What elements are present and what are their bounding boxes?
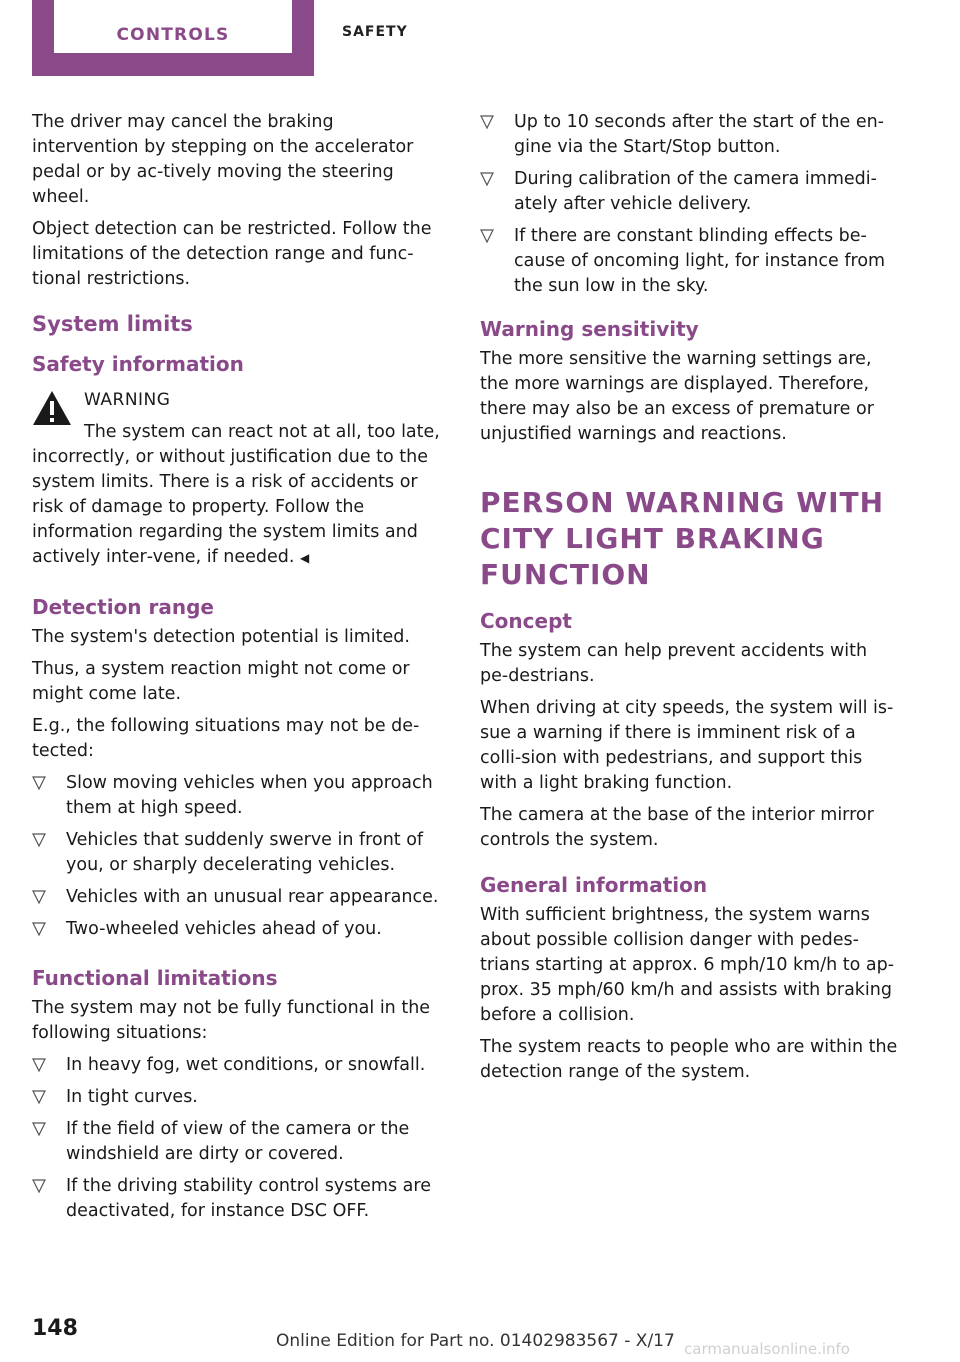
list-item-text: If there are constant blinding effects be‐cause of oncoming light, for instance from the sun low in the sky.: [514, 226, 886, 296]
heading-functional-limitations: Functional limitations: [32, 966, 278, 990]
list-item-text: Two-wheeled vehicles ahead of you.: [66, 919, 382, 939]
tab-controls-label: CONTROLS: [54, 0, 292, 53]
list-item: [480, 110, 900, 160]
triangle-bullet-icon: [32, 889, 46, 905]
paragraph: Thus, a system reaction might not come or might come late.: [32, 659, 410, 704]
heading-person-warning: PERSON WARNING WITH CITY LIGHT BRAKING FUNCTION: [480, 486, 885, 591]
list-item-text: In tight curves.: [66, 1087, 198, 1107]
warning-block: [32, 388, 444, 571]
list-item-text: During calibration of the camera immedi‐ately after vehicle delivery.: [514, 169, 877, 214]
heading-system-limits: System limits: [32, 312, 193, 336]
end-marker-icon: ◀: [300, 551, 310, 565]
triangle-bullet-icon: [480, 114, 494, 130]
list-item-text: In heavy fog, wet conditions, or snowfall.: [66, 1055, 426, 1075]
list-item-text: Up to 10 seconds after the start of the en‐gine via the Start/Stop button.: [514, 112, 884, 157]
paragraph: The camera at the base of the interior mirror controls the system.: [480, 805, 874, 850]
triangle-bullet-icon: [32, 1121, 46, 1137]
triangle-bullet-icon: [480, 171, 494, 187]
list-item: [32, 1053, 444, 1078]
list-item: [32, 885, 444, 910]
triangle-bullet-icon: [32, 921, 46, 937]
watermark: carmanualsonline.info: [684, 1340, 850, 1358]
list-item-text: Slow moving vehicles when you approach them at high speed.: [66, 773, 433, 818]
list-item-text: If the field of view of the camera or the windshield are dirty or covered.: [66, 1119, 410, 1164]
paragraph: The more sensitive the warning settings are, the more warnings are displayed. Therefore, there may also be an excess of premature or unjustified warnings and reactions.: [480, 349, 874, 444]
heading-safety-information: Safety information: [32, 352, 244, 376]
paragraph: The system can help prevent accidents with pe‐destrians.: [480, 641, 868, 686]
list-item: [32, 1085, 444, 1110]
detection-list: [32, 771, 444, 942]
paragraph: With sufficient brightness, the system warns about possible collision danger with pedes‐trians starting at approx. 6 mph/10 km/h to ap‐prox. 35 mph/60 km/h and assists with braking before a collision.: [480, 905, 895, 1025]
list-item: [32, 917, 444, 942]
list-item: [32, 1174, 444, 1224]
functional-limitations-list: [32, 1053, 444, 1224]
right-column: [480, 110, 900, 1092]
list-item: [32, 828, 444, 878]
page-number: 148: [32, 1316, 78, 1341]
edition-note: Online Edition for Part no. 01402983567 - X/17: [276, 1331, 675, 1351]
paragraph: E.g., the following situations may not be de‐tected:: [32, 716, 420, 761]
list-item-text: Vehicles with an unusual rear appearance.: [66, 887, 439, 907]
warning-text: [32, 420, 444, 571]
triangle-bullet-icon: [480, 228, 494, 244]
tab-safety[interactable]: SAFETY: [342, 24, 408, 40]
list-item-text: If the driving stability control systems are deactivated, for instance DSC OFF.: [66, 1176, 431, 1221]
warning-body: The system can react not at all, too late, incorrectly, or without justification due to the system limits. There is a risk of accidents or risk of damage to property. Follow the information regarding the system limits and actively inter‐vene, if needed.: [32, 422, 440, 567]
heading-general-information: General information: [480, 873, 708, 897]
heading-warning-sensitivity: Warning sensitivity: [480, 317, 699, 341]
heading-detection-range: Detection range: [32, 595, 214, 619]
list-item: [480, 167, 900, 217]
header-tabs: [0, 0, 960, 78]
list-item: [32, 771, 444, 821]
triangle-bullet-icon: [32, 1089, 46, 1105]
left-column: [32, 110, 444, 1231]
paragraph: Object detection can be restricted. Follow the limitations of the detection range and func‐tional restrictions.: [32, 219, 432, 289]
paragraph: The system may not be fully functional in the following situations:: [32, 998, 431, 1043]
list-item: [32, 1117, 444, 1167]
paragraph: The system's detection potential is limited.: [32, 627, 410, 647]
paragraph: The driver may cancel the braking intervention by stepping on the accelerator pedal or by ac‐tively moving the steering wheel.: [32, 112, 414, 207]
triangle-bullet-icon: [32, 1057, 46, 1073]
warning-triangle-icon: [32, 390, 72, 426]
list-item: [480, 224, 900, 299]
heading-concept: Concept: [480, 609, 572, 633]
triangle-bullet-icon: [32, 832, 46, 848]
warning-title: WARNING: [84, 390, 171, 410]
tab-controls[interactable]: [32, 0, 314, 76]
triangle-bullet-icon: [32, 1178, 46, 1194]
paragraph: When driving at city speeds, the system will is‐sue a warning if there is imminent risk of a colli‐sion with pedestrians, and support this with a light braking function.: [480, 698, 894, 793]
functional-limitations-list-continued: [480, 110, 900, 299]
paragraph: The system reacts to people who are within the detection range of the system.: [480, 1037, 898, 1082]
list-item-text: Vehicles that suddenly swerve in front of you, or sharply decelerating vehicles.: [66, 830, 424, 875]
triangle-bullet-icon: [32, 775, 46, 791]
